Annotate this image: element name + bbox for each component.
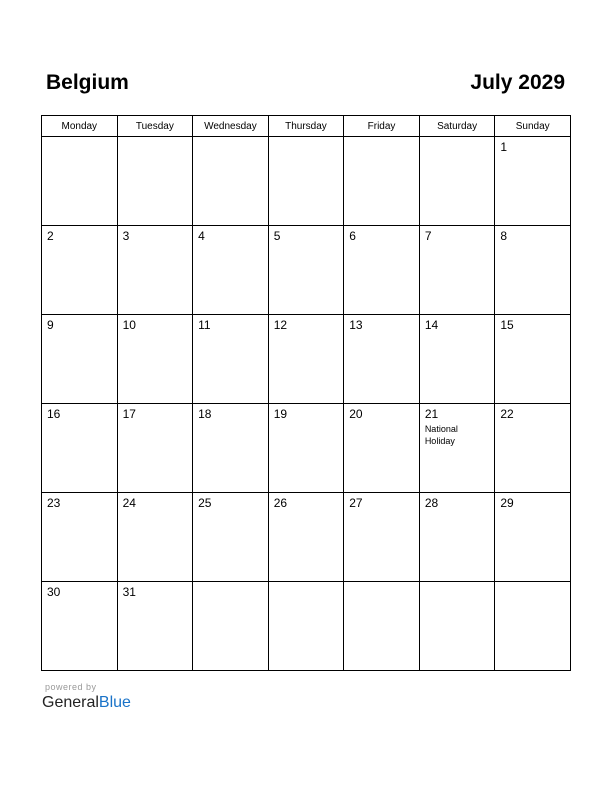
day-number: 11: [198, 318, 211, 332]
day-number: 12: [273, 318, 288, 332]
week-row: [42, 226, 571, 315]
day-number: [495, 582, 570, 586]
day-number: 29: [500, 496, 514, 510]
day-number: 2: [47, 229, 54, 243]
day-number: 20: [349, 407, 363, 421]
day-number: 21: [424, 407, 439, 421]
day-cell: [268, 493, 344, 582]
day-number: [344, 137, 419, 141]
day-number: 4: [198, 229, 205, 243]
day-cell: [193, 493, 269, 582]
brand-logo[interactable]: [42, 694, 131, 712]
day-number: 17: [122, 407, 136, 421]
month-title: July 2029: [470, 71, 565, 94]
day-cell: [344, 315, 420, 404]
day-number: 9: [47, 318, 54, 332]
week-row: [42, 582, 571, 671]
day-number: 22: [500, 407, 514, 421]
day-cell: [344, 404, 420, 493]
day-number: [193, 137, 268, 141]
day-number: 15: [500, 318, 514, 332]
weekday-monday: Monday: [42, 116, 118, 137]
day-cell: [42, 315, 118, 404]
day-cell: [268, 315, 344, 404]
day-cell: [344, 137, 420, 226]
day-cell: [42, 493, 118, 582]
day-number: 18: [198, 407, 212, 421]
day-cell: [193, 404, 269, 493]
day-number: 30: [47, 585, 61, 599]
day-number: 7: [424, 229, 432, 243]
brand-blue: Blue: [98, 694, 131, 711]
day-cell: [344, 493, 420, 582]
day-cell: [117, 315, 193, 404]
day-cell: [117, 493, 193, 582]
day-cell: [419, 493, 495, 582]
day-number: 1: [500, 140, 508, 154]
day-cell: [193, 315, 269, 404]
day-cell: [495, 582, 571, 671]
day-number: 10: [122, 318, 136, 332]
weekday-thursday: Thursday: [268, 116, 344, 137]
day-cell: [42, 226, 118, 315]
day-number: 6: [349, 229, 356, 243]
day-number: [42, 137, 117, 141]
day-number: [118, 137, 193, 141]
day-cell: [117, 404, 193, 493]
day-number: [420, 582, 495, 586]
week-row: [42, 493, 571, 582]
day-cell: [495, 137, 571, 226]
calendar-grid: [41, 115, 571, 671]
weekday-wednesday: Wednesday: [193, 116, 269, 137]
day-number: 16: [47, 407, 61, 421]
day-number: 28: [424, 496, 439, 510]
day-cell: [419, 137, 495, 226]
day-number: [193, 582, 268, 586]
country-title: Belgium: [46, 71, 129, 94]
day-cell: [117, 137, 193, 226]
week-row: [42, 404, 571, 493]
day-cell: [419, 404, 495, 493]
weekday-tuesday: Tuesday: [117, 116, 193, 137]
day-cell: [42, 582, 118, 671]
day-cell: [495, 493, 571, 582]
day-cell: [117, 226, 193, 315]
day-cell: [42, 137, 118, 226]
day-number: 25: [198, 496, 212, 510]
day-number: 24: [122, 496, 136, 510]
day-cell: [344, 582, 420, 671]
day-cell: [495, 404, 571, 493]
week-row: [42, 315, 571, 404]
day-number: 19: [273, 407, 288, 421]
holiday-label: National Holiday: [424, 424, 458, 446]
day-number: [269, 582, 344, 586]
day-cell: [495, 226, 571, 315]
day-number: 3: [122, 229, 130, 243]
weekday-header-row: [42, 116, 571, 137]
day-number: [420, 137, 495, 141]
day-number: 13: [349, 318, 363, 332]
weekday-saturday: Saturday: [419, 116, 495, 137]
day-cell: [268, 137, 344, 226]
day-cell: [193, 582, 269, 671]
weekday-sunday: Sunday: [495, 116, 571, 137]
day-cell: [419, 226, 495, 315]
day-number: 27: [349, 496, 363, 510]
day-number: 14: [424, 318, 439, 332]
day-cell: [42, 404, 118, 493]
day-number: 26: [273, 496, 288, 510]
weekday-friday: Friday: [344, 116, 420, 137]
day-number: 8: [500, 229, 508, 243]
day-cell: [193, 226, 269, 315]
day-number: 23: [47, 496, 61, 510]
brand-general: General: [42, 694, 99, 711]
day-cell: [268, 582, 344, 671]
day-number: [344, 582, 419, 586]
day-cell: [268, 404, 344, 493]
day-cell: [495, 315, 571, 404]
day-number: [269, 137, 344, 141]
powered-by-label: powered by: [45, 682, 97, 692]
day-cell: [117, 582, 193, 671]
day-cell: [419, 315, 495, 404]
day-cell: [344, 226, 420, 315]
week-row: [42, 137, 571, 226]
day-number: 5: [273, 229, 281, 243]
day-cell: [193, 137, 269, 226]
day-cell: [268, 226, 344, 315]
day-cell: [419, 582, 495, 671]
day-number: 31: [122, 585, 136, 599]
